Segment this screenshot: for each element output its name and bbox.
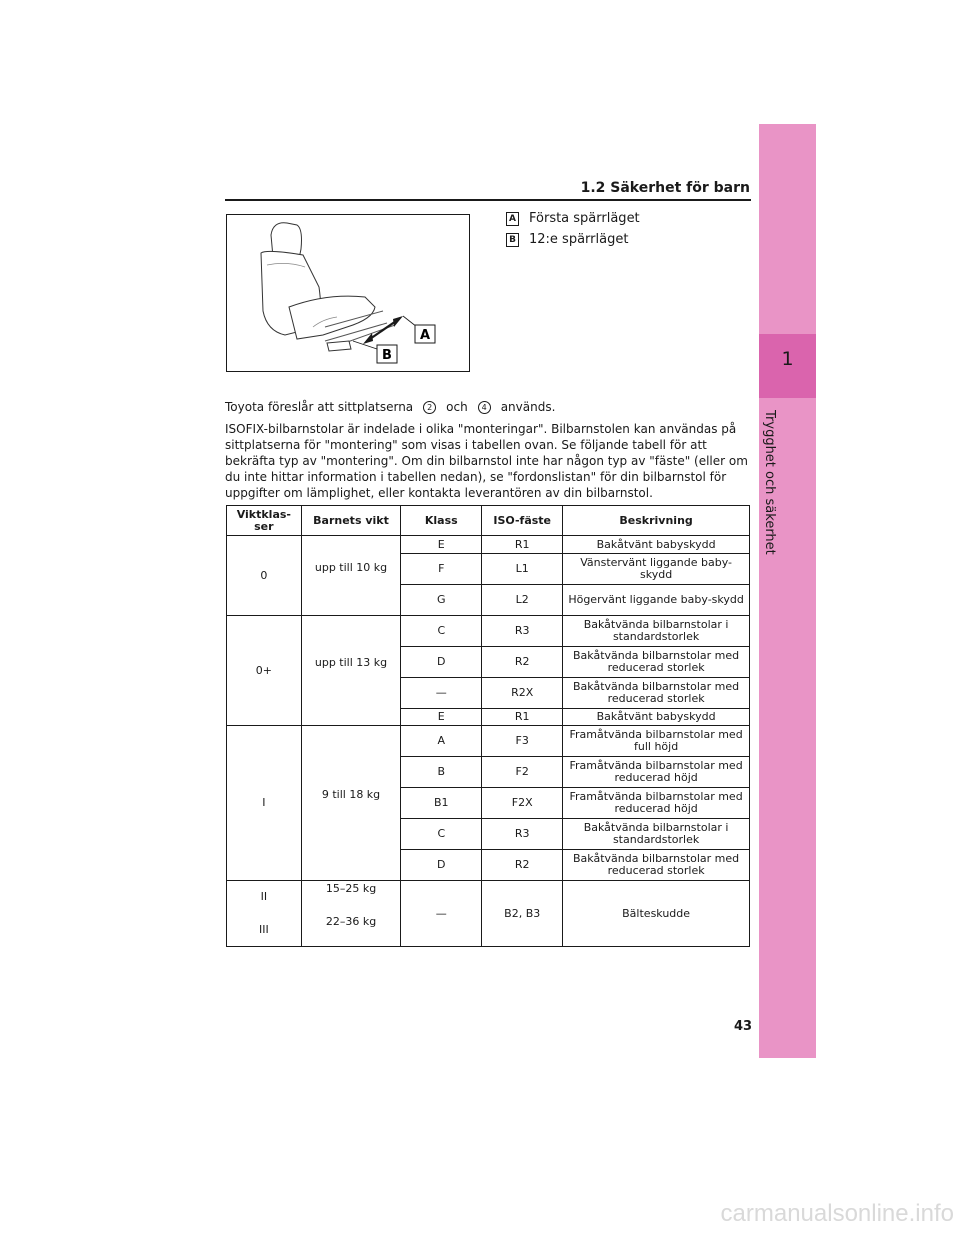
child-weight-value: upp till 13 kg bbox=[314, 655, 388, 669]
description-cell: Framåtvända bilbarnstolar med reducerad höjd bbox=[563, 788, 750, 819]
child-weight-value: 15–25 kg bbox=[325, 882, 377, 896]
weight-class-cell: 0+ bbox=[227, 616, 302, 726]
description-cell: Vänstervänt liggande baby-skydd bbox=[563, 554, 750, 585]
class-cell: D bbox=[401, 647, 482, 678]
callout-letter-a: A bbox=[506, 212, 519, 226]
iso-cell: L1 bbox=[482, 554, 563, 585]
iso-cell: L2 bbox=[482, 585, 563, 616]
chapter-title: Trygghet och säkerhet bbox=[762, 410, 777, 555]
iso-cell: R3 bbox=[482, 616, 563, 647]
callout-text-a: Första spärrläget bbox=[529, 211, 640, 226]
class-cell: F bbox=[401, 554, 482, 585]
description-cell: Bakåtvänt babyskydd bbox=[563, 536, 750, 554]
description-cell: Bakåtvända bilbarnstolar i standardstorlek bbox=[563, 616, 750, 647]
class-cell: — bbox=[401, 881, 482, 947]
iso-cell: R2 bbox=[482, 850, 563, 881]
child-weight-cell bbox=[301, 914, 401, 947]
iso-cell: F3 bbox=[482, 726, 563, 757]
header-iso-fixture: ISO-fäste bbox=[482, 506, 563, 536]
child-weight-value: 22–36 kg bbox=[325, 914, 377, 928]
iso-cell: R1 bbox=[482, 536, 563, 554]
figure-callouts bbox=[506, 208, 640, 250]
class-cell: — bbox=[401, 678, 482, 709]
description-cell: Bälteskudde bbox=[563, 881, 750, 947]
callout-text-b: 12:e spärrläget bbox=[529, 232, 629, 247]
child-weight-cell bbox=[301, 616, 401, 726]
class-cell: E bbox=[401, 709, 482, 726]
class-cell: A bbox=[401, 726, 482, 757]
description-cell: Bakåtvända bilbarnstolar i standardstorlek bbox=[563, 819, 750, 850]
section-title: 1.2 Säkerhet för barn bbox=[580, 180, 750, 196]
description-cell: Bakåtvända bilbarnstolar med reducerad storlek bbox=[563, 647, 750, 678]
iso-cell: R2 bbox=[482, 647, 563, 678]
table-row bbox=[227, 536, 750, 554]
child-weight-cell bbox=[301, 881, 401, 914]
iso-cell: R2X bbox=[482, 678, 563, 709]
callout-b bbox=[506, 229, 640, 250]
p1-after: används. bbox=[500, 400, 556, 414]
description-cell: Framåtvända bilbarnstolar med reducerad höjd bbox=[563, 757, 750, 788]
callout-letter-b: B bbox=[506, 233, 519, 247]
seat-2-icon: 2 bbox=[423, 401, 436, 414]
table-row bbox=[227, 726, 750, 757]
header-child-weight: Barnets vikt bbox=[301, 506, 401, 536]
class-cell: C bbox=[401, 819, 482, 850]
weight-class-cell: II bbox=[227, 881, 302, 914]
description-cell: Framåtvända bilbarnstolar med full höjd bbox=[563, 726, 750, 757]
class-cell: B1 bbox=[401, 788, 482, 819]
child-weight-cell bbox=[301, 536, 401, 616]
p1-middle: och bbox=[446, 400, 468, 414]
weight-class-cell: I bbox=[227, 726, 302, 881]
header-divider bbox=[225, 199, 751, 201]
isofix-paragraph: ISOFIX-bilbarnstolar är indelade i olika "monteringar". Bilbarnstolen kan användas på sittplatserna för "montering" som visas i tabellen ovan. Se följande tabell för att bekräfta typ av "montering". Om din bilbarnstol inte har någon typ av "fäste" (eller om du inte hittar information i tabellen nedan), se "fordonslistan" för din bilbarnstol för uppgifter om lämplighet, eller kontakta leverantören av din bilbarnstol. bbox=[225, 422, 748, 500]
header-description: Beskrivning bbox=[563, 506, 750, 536]
seat-drawing bbox=[227, 215, 469, 371]
description-cell: Bakåtvända bilbarnstolar med reducerad storlek bbox=[563, 678, 750, 709]
seat-illustration bbox=[226, 214, 470, 372]
table-header-row bbox=[227, 506, 750, 536]
iso-cell: F2X bbox=[482, 788, 563, 819]
figure-label-b: B bbox=[382, 348, 392, 363]
iso-cell: B2, B3 bbox=[482, 881, 563, 947]
header-weight-class: Viktklas-ser bbox=[227, 506, 302, 536]
iso-cell: R3 bbox=[482, 819, 563, 850]
weight-class-cell: III bbox=[227, 914, 302, 947]
watermark: carmanualsonline.info bbox=[720, 1200, 954, 1227]
description-cell: Bakåtvända bilbarnstolar med reducerad storlek bbox=[563, 850, 750, 881]
class-cell: E bbox=[401, 536, 482, 554]
chapter-side-tab bbox=[759, 124, 816, 1058]
table-row bbox=[227, 881, 750, 914]
child-weight-value: 9 till 18 kg bbox=[321, 788, 381, 801]
class-cell: B bbox=[401, 757, 482, 788]
figure-label-a: A bbox=[419, 328, 431, 343]
class-cell: D bbox=[401, 850, 482, 881]
seat-4-icon: 4 bbox=[478, 401, 491, 414]
iso-cell: R1 bbox=[482, 709, 563, 726]
weight-class-cell: 0 bbox=[227, 536, 302, 616]
recommended-seats-paragraph bbox=[225, 399, 752, 415]
iso-cell: F2 bbox=[482, 757, 563, 788]
page-number: 43 bbox=[734, 1019, 753, 1034]
description-cell: Högervänt liggande baby-skydd bbox=[563, 585, 750, 616]
child-weight-value: upp till 10 kg bbox=[314, 560, 388, 574]
callout-a bbox=[506, 208, 640, 229]
chapter-title-wrap bbox=[762, 410, 786, 570]
class-cell: G bbox=[401, 585, 482, 616]
chapter-number: 1 bbox=[781, 348, 794, 370]
p1-before: Toyota föreslår att sittplatserna bbox=[225, 400, 414, 414]
table-row bbox=[227, 616, 750, 647]
header-class: Klass bbox=[401, 506, 482, 536]
child-weight-cell bbox=[301, 726, 401, 881]
description-cell: Bakåtvänt babyskydd bbox=[563, 709, 750, 726]
class-cell: C bbox=[401, 616, 482, 647]
isofix-table bbox=[226, 505, 750, 947]
